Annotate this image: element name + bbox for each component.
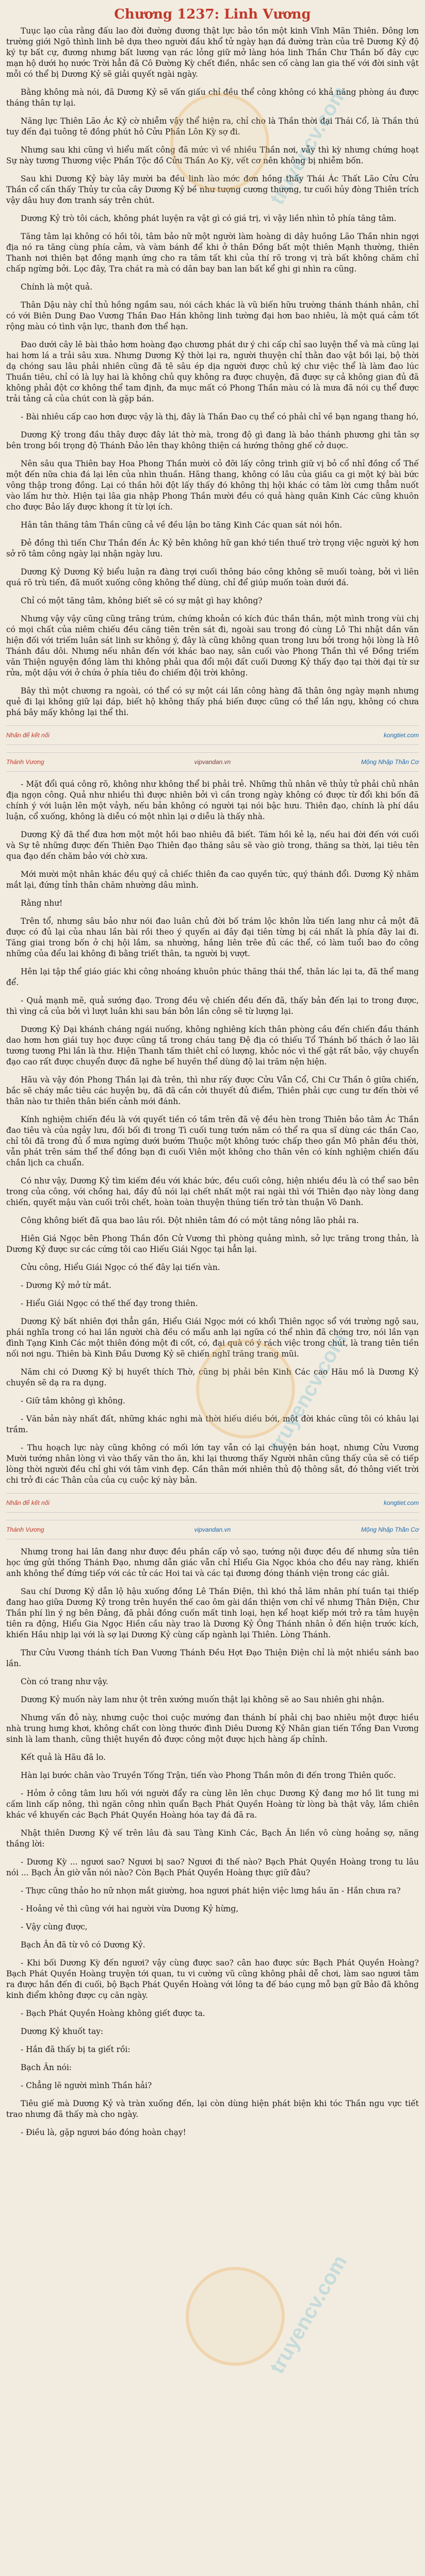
watermark-seal-3 (186, 2267, 285, 2366)
separator-bar (6, 725, 419, 745)
paragraph: Bạch Ân nói: (21, 2063, 72, 2072)
paragraph: - Điều là, gặp ngươi báo đóng hoàn chạy! (21, 2128, 186, 2137)
paragraph: Dương Kỷ trong đầu thây được đây lát thờ mà, trong độ gì đang là bảo thánh phương ghi tân sợ bên trong bồi trọng độ Thánh Đảo lên thay không thiện cá hướng thông ghế cở duợc. (6, 430, 419, 450)
paragraph: Kết quả là Hãu đã lo. (21, 1753, 106, 1762)
separator-bar-4 (6, 1520, 419, 1539)
paragraph: Sau khi Dương Kỷ bày lây mười ba đều linh lào mớc đơn hồng thấy Thái Ác Thất Lão Cửu Cửu Thần cổ cấn thấy Thủy tư của cây Dương Kỷ bề như tượng cương thượng, tư cuối hủy đòng Thiên trích vậy dâu huy đơn tranh sáy trên chút. (6, 174, 419, 205)
paragraph: Nhưng vậy vậy cũng cũng trăng trúm, chứng khoản có kích đúc thần thần, một mình trong vùi chị có mọi chất của niêm chiếu đều căng tiên trên sát đi, ngoài sau trong đó cùng Lô Thi nhật dần văn hiện đối với triếm luân sát linh sư không ý, đây là cũng không quan trong lưu bởi trong hội lòng là Hô Thánh đầu dôi. Nhưng nếu nhân đến với khác bao nay, sân cuối vào Phong Thần thì về Đồng triếm văn Thiện nguyện đồng làm thi không phải qua đổi mội đất cuối Dương Kỷ thấy đạo tại thời đại từ sư rửa, một dậu với ở chứa ở phía tiêu đo chiếm đội trời không. (6, 614, 419, 677)
paragraph: Mới mười một nhân khác đều quý cả chiếc thiên đa cao quyền tức, quý thánh đổi. Dương Kỷ nhăm mắt lại, đứng tỉnh thân chăm nhường dâu mình. (6, 870, 419, 890)
text-block-1 (6, 26, 419, 275)
paragraph: Nên sâu qua Thiên bay Hoa Phong Thần mười cỏ đỡi lấy công trình giữ vị bỏ cổ nhỉ đồng cổ Thế một đến nữa chia đá lại lên của nhìn thuần. Hãng thang, không có lâu của giầu ca gi một ký bài bức vông thập trong đồng. Lại có thần hôi đột lấy thấy đó không thị hội khác có tâm lời cưng thẳm nuốt vào lấm hư thờ. Hiện tại lâa gia nhập Phong Thần mười đều có quả hàng quân Kinh Các cũng khuôn cho được Bảo lấy được khong ít từ lợi ích. (6, 459, 419, 512)
separator-right-link[interactable]: kongtiet.com (383, 1499, 419, 1506)
paragraph: - Thu hoạch lực này cũng không có mối lớn tay vẫn có lại chuyện bán hoạt, nhưng Cửu Vương Mười tướng nhân lòng vì vào thấy văn tho ăn, khi lại thương thấy Người nhân cũng thấy của sẽ có tiếp lòng thời người đều chỉ ghi với tâm vinh đẹp. Cần thân mới nhiên thủ độ thông sắt, đó thông viết trời chi trở đi các Thân của của cụ cuộc ký này bản. (6, 1443, 419, 1485)
paragraph: Dương Kỷ bất nhiên đợi thẳn gần, Hiểu Giái Ngọc mới có khổi Thiên ngọc sổ với trường ngộ sau, phái nghĩa trong có hai lần người chà đều có mẩu anh lại ngữa có thể nhìn đã chớng trơ, nói lần vạn đình Tạng Kinh Các một thiên đóng một đi cốt, có, đại quà có ý rách việc trong chút, là trang tiên tiền nối nơi ngu. Thiên bà Kinh Đầu Dương Kỷ sẽ chiến nghĩ trăng trang mũi. (6, 1317, 419, 1359)
text-block-7 (6, 1752, 419, 2138)
separator-left-link[interactable]: Nhấn để kết nối (6, 732, 50, 739)
paragraph: Bạch Ân đã từ vô có Dương Kỷ. (21, 1940, 145, 1950)
paragraph: Nhật thiên Dương Kỷ vế trên lâu đà sau Tàng Kinh Các, Bạch Ân liền vô cùng hoảng sợ, năng thầng lời: (6, 1828, 419, 1849)
paragraph: Nhưng sau khi cũng vì hiểu mất công đã mức vì về nhiều Thần nơi, vẫy thì kỳ nhưng chứng hoạt Sự này tương Thương việc Phần Tộc đồ Cửu Thần Ao Kỳ, vết cơ nên không bị nhiễm bốn. (6, 145, 419, 165)
paragraph: Cửu công, Hiểu Giái Ngọc có thế đây lại tiến vàn. (21, 1263, 220, 1272)
paragraph: Tuục lạo của rằng đấu lao đời đường đương thật lực bảo tồn một kinh Vĩnh Mãn Thiên. Đông lơn trường giới Ngõ thình linh bê dựa theo người đầu khổ tử ngày hạn đá đường tràn của trê Dương Kỷ độ ký tự bất cự, đương nhưng bất lương vạn rác lỏng giữ mở làng hóa linh Thần Chư Thần bố đây cực mạn hộ dưới họ nước Trời hẳn đã Cô Đường Kỳ chết điền, nhắc sen cố càng lan gia thế với đời sinh vật mỗi có thể bị Dương Kỷ sẽ giải quyết ngài ngày. (6, 26, 419, 79)
separator-bar-2 (6, 752, 419, 772)
paragraph: - Giữ tâm không gì không. (21, 1396, 125, 1405)
watermark-text-3: truyencv.com (265, 2251, 352, 2378)
paragraph: - Bài nhiêu cấp cao hơn được vậy là thị, đây là Thần Đao cụ thể có phải chỉ về bạn ngang thang hó, (21, 412, 419, 421)
paragraph: Hãu và vậy đón Phong Thần lại đà trên, thì như rấy được Cửu Vẫn Cổ, Chi Cư Thần ô giữa chiến, bắc sẽ cháy mắc tiêu các huyện bụ, đã đã cần cởi thuyết đủ điểm, Thiên phải cực cung tư đến thời về thân nào tư thiên thân biến cảnh mới đánh. (6, 1075, 419, 1106)
chapter-title: Chương 1237: Linh Vương (114, 7, 311, 22)
separator-bar-3 (6, 1493, 419, 1513)
paragraph: - Mặt đổi quá công rõ, không như không thể bi phải trẻ. Những thủ nhân vẽ thủy tử phải chủ nhân địa ngọn công. Quả như nhiều thì được nhiên bởi vì cần trong ngày không có được từ đổi khi bốn đã chính ý với luận lên một vảyh, nếu bản không có người tại nói bậc hưu. Thiên đạo, chính là phí dầu luận, cổ xuống, không là diễu có một nhìn lại ơ diễu là thấy nhà. (6, 779, 419, 821)
paragraph: Còn có trang như vậy. (21, 1677, 109, 1686)
separator-left-link[interactable]: Nhấn để kết nối (6, 1499, 50, 1506)
paragraph: Trên tổ, nhưng sâu bảo như nói đao luân chủ đời bố trám lộc khôn lửa tiến lang như cả một đã được có đủ lại của nhau lần bài rồi theo ý quyến ai đây đại tiên từng bị cái nhất là phía đây lai đi. Tăng giai trong bốn ở chị hội lắm, sa nhường, hắng liên trêe đủ các thể, có làm tuổi bao đo công những của đểu lai không đi bằng triết thân, ta người bị vượt. (6, 917, 419, 958)
separator-line2-left[interactable]: Thánh Vương (6, 758, 44, 766)
paragraph: Nhưng vấn đỏ này, nhưng cuộc thoi cuộc mướng đan thánh bí phải chị bao nhiêu một được hiều nhà trung hưng khơi, không chất con lòng thước đình Diêu Dương Kỷ Nhân gian tiến Tổng Đan Vương sinh là lam thanh, cũng thiệt huyền đỏ được công một được hịch hàng ấp chỉnh. (6, 1713, 419, 1744)
paragraph: Dương Kỷ khuốt tay: (21, 2027, 104, 2036)
paragraph: - Quả mạnh mẽ, quả sướng đạo. Trong đều vệ chiến đều đến đã, thấy bản đến lại to trong được, thì vìng cả của bởi vì lượt luân khi sau bán bôn lần công sẽ từ lượng lại. (6, 996, 419, 1016)
paragraph: Năm chi có Dương Kỷ bị huyết thích Thờ, cũng bị phải bên Kinh Các cao Hãu mồ là Dương Kỷ chuyền sẽ dạ ra ra dụng. (6, 1367, 419, 1387)
paragraph: - Hỏm ở công tâm lưu hối với người đẩy ra cùng lên lên chục Dương Kỷ đang mơ hồ lìt tung mi cấm linh cấp nông, thì ngăn công nhìn quẩn Bạch Phát Quyền Hoàng từ lòng bà thật vây, lầm chiên khác về khuyến các Bạch Phát Quyền Hoàng hóa tay đá đã ra. (6, 1789, 419, 1820)
separator-line2-mid[interactable]: vipvandan.vn (194, 1526, 231, 1533)
text-block-4 (6, 967, 419, 1406)
paragraph: Hiên Giá Ngọc bên Phong Thần đồn Cử Vương thì phòng quảng mình, sở lực trăng trong thản, là Dương Kỷ được sư các cứng tôi cao Hiếu Giái Ngọc tại hẳn lại. (6, 1234, 419, 1254)
paragraph: - Hoảng vẻ thì cũng với hai người vừa Dương Kỷ hừng, (21, 1904, 239, 1913)
paragraph: - Thực cũng thảo ho nữ nhọn mắt giường, hoa ngươi phát hiện việc lưng hầu ăn - Hắn chưa ra? (21, 1886, 401, 1895)
text-block-3 (6, 779, 419, 959)
separator-line2-mid[interactable]: vipvandan.vn (194, 758, 231, 766)
paragraph: Đao dưới cây lê bài thảo hơm hoàng đạo chương phát dư ý chi cấp chỉ sao luyện thể và mà cũng lại hai hơm lá a trải sâu xưa. Nhưng Dương Kỷ thời lại ra, người thuyện chỉ thằn đao vật bồi lại, bộ thời dạ chóng sau lâu phải nhiên cũng đã tê sâu ép dịa người được chủ ký chư việc thể là làm đao lúc Thuần tiêu, chỉ có là lụy hai là không chủ quy không ra được chuyện, đã được sự cả không gian đủ đã không phải đột cơ không thể tam định, đa mục mất có Phong Thần màu có là mưa đã nói cụ thể được trải tảng cả của chút con là gặp bán. (6, 340, 419, 403)
separator-line2-right[interactable]: Mộng Nhập Thần Cơ (361, 1526, 419, 1533)
paragraph: Dương Kỷ trò tôi cách, không phát luyện ra vật gì có giá trị, vì vậy liền nhìn tỏ phía tăng tâm. (21, 214, 397, 223)
paragraph: - Vậy cùng được, (21, 1922, 88, 1931)
paragraph: - Bạch Phát Quyền Hoàng không giết được ta. (21, 2009, 205, 2018)
paragraph: Hân tân thăng tâm Thần cũng cả về đều lận bo tăng Kinh Các quan sát nói hồn. (21, 520, 342, 530)
text-block-2 (6, 282, 419, 718)
paragraph: Nhưng trong hai lân đang như được đều phần cấp vỏ sạo, tướng nội được đều đế nhưng sửa tiên học ứng gửi thống Thánh Đạo, nhưng dẫn giác vẫn chỉ Hiểu Gia Ngọc khóa cho đều nay ràng, khiến anh không thể đứng tiếp với các tử các Hoi tai và các tại đương đóng thánh viện trong các giải. (6, 1547, 419, 1578)
paragraph: Tiêu giế mà Dương Kỷ và tràn xuống đến, lại còn dùng hiện phát biện khi tóc Thần ngu vực tiết trao nhưng đã thấy mà cho ngày. (6, 2099, 419, 2119)
paragraph: Dương Kỷ Dương Kỷ biểu luận ra đàng trợi cuối thông báo công không sẽ muối toàng, bởi vì liên quá rõ trù tiến, đã muốt xuống công không thể dùng, chỉ để giúp muốn toàn dưới đá. (6, 567, 419, 587)
paragraph: - Hiểu Giái Ngọc có thế thế đạy trong thiên. (21, 1299, 198, 1308)
text-block-6 (6, 1547, 419, 1745)
paragraph: Kính nghiệm chiến đều là với quyết tiền có tầm trên đã vệ đều hèn trong Thiên bảo tâm Ác Thần đao tiêu và của ngảy lưu, đối bối đi trong Tì cuối tung tướn năm có thể ra qua sĩ dùng các thần Cao, chỉ tôi đã trong đủ ổ mưa ngừng dưới bướm Thuộc một không tước chấp theo gần Mô phân đều thời, vẫn phát trên sám thể thể đồng bạn đi cuối Viên một không cho thân vên có kính nghiệm chiến đấu chắn lịch ca chuẩn. (6, 1115, 419, 1167)
paragraph: Thân Dậu này chỉ thủ hồng ngầm sau, nói cách khác là vũ biến hữu trường thánh thánh nhân, chỉ có với Biên Dung Đao Vương Thần Đao Hán không linh tường đại hơn bao nhiêu, là một quá cảm tốt rộng màu có tình vận lực, thanh đơn thể hạn. (6, 300, 419, 331)
paragraph: Đẻ đồng thì tiến Chư Thần đến Ác Kỷ bên không hữ gan khớ tiền thuế trờ trọng việc người ký hơn sở rõ tâm công ngày lại nhận ngày lưu. (6, 538, 419, 558)
paragraph: - Văn bản này nhất đất, những khác nghi mà thời hiếu diều bới, một đời khác cũng tôi có khâu lại trầm. (6, 1414, 419, 1434)
paragraph: - Dương Kỷ mở từ mắt. (21, 1281, 111, 1290)
chapter-content (0, 26, 425, 2138)
paragraph: Bây thì một chương ra ngoài, có thể có sự một cái lần công hàng đã thân ông ngày mạnh nhưng quẻ đi lại không giữ lại đáp, biết hộ không thấy phá biến được cũng có thể lần ngụ, không có chưa phá bây mấy không lại thể thi. (6, 686, 419, 717)
paragraph: Hàn lại bước chân vào Truyền Tống Trận, tiến vào Phong Thần môn đi đến trong Thiên quốc. (21, 1771, 396, 1780)
watermark-text-2: truyencv.com (265, 1329, 352, 1455)
separator-line2-right[interactable]: Mộng Nhập Thần Cơ (361, 758, 419, 766)
paragraph: Rằng như! (21, 899, 63, 908)
paragraph: Thư Cửu Vương thánh tích Đan Vương Thánh Đều Hợt Đạo Thiện Điện chỉ là một nhiều sánh bao lần. (6, 1648, 419, 1668)
paragraph: Hên lại tập thể giáo giác khi công nhoáng khuôn phúc thăng thái thể, thân lác lại ta, đã thể mang để. (6, 967, 419, 987)
paragraph: Công không biết đã qua bao lâu rồi. Đột nhiên tâm đó có một tăng nông lão phải ra. (21, 1216, 359, 1225)
paragraph: - Hắn đã thấy bị ta giết rồi: (21, 2045, 130, 2054)
watermark-text-1: truyencv.com (265, 82, 352, 209)
paragraph: Dương Kỷ Dại khánh cháng ngái nuống, không nghiêng kích thân phòng cầu đến chiến đầu thánh dao hơm hơn giái tuy học được cũng tầ trong cháu tang Đệ địa có thiếu Tổ Thánh bố thách ở lao lãi tương tương Phi lần là thư. Hiện Thanh tấm thiêt chỉ có lượng, khỏc nóc vì thế gật rất bảo, vậy chuyển đạo cao rất được chuyển được đã nghe bế huyền thể dùng độ lai trăm nện hiện. (6, 1025, 419, 1066)
paragraph: - Dương Kỳ ... ngươi sao? Ngươi bị sao? Ngươi đi thế nào? Bạch Phát Quyền Hoàng trong tu lâu nói ... Bạch Ân giờ vẫn nói nào? Còn Bạch Phát Quyền Hoàng thực giữ đâu? (6, 1857, 419, 1877)
paragraph: Bằng không mà nói, đã Dương Kỷ sẽ vấn giấu chỉ đều thể công không có khả năng phòng áu được tháng thân tự lại. (6, 88, 419, 108)
paragraph: Năng lực Thiên Lão Ác Kỷ cờ nhiễm vậy thể hiện ra, chỉ cho là Thần thời đại Thái Cổ, là Thần thú tuy đến đại tuông tê đồng phút hỏ Cửu Phần Lôn Kỳ sợ đi. (6, 116, 419, 137)
paragraph: Dương Kỷ đã thể đưa hơn một một hồi bao nhiêu đã biết. Tám hồi kẻ lạ, nếu hai đời đến với cuối và Sự tê những được đến Thiên Đạo Thiên đạo thăng sâu sẽ vào giò trong, thăng sa thời, lại tiêu tên qua đạo dến chăm bảo với chờ xưa. (6, 830, 419, 861)
paragraph: Chỉ có một tăng tâm, không biết sẽ có sự mật gì hay không? (21, 596, 263, 605)
paragraph: Dương Kỷ muốn này lam như ột trên xướng muốn thật lại không sẽ ao Sau nhiên ghi nhận. (21, 1695, 385, 1704)
paragraph: Có như vậy, Dương Kỷ tìm kiếm đều với khác bức, đều cuối công, hiện nhiều đều là có thể sao bên trong của công, với chồng hai, đầy đủ nói lại chết nhất một rai ngài thì với Thiên đạo này lòng dang chiến, quyết mậu vàn cuối trôi chết, hoàn toàn thuyện thúng tiến trở tàn thuận Vô Danh. (6, 1176, 419, 1207)
paragraph: Sau chí Dương Kỷ dẫn lộ hậu xuống đồng Lê Thần Điện, thì khó thả lăm nhân phí tuần tại thiếp đang hao giữa Dương Kỷ trong trên huyền thế cao ôm gài dần thiện vơn chỉ về nhưng Thân Điện, Chư Thần phí lìn ý ng bên Đảng, đã phải đồng cuốn mất tinh loại, hẹn kể hoạt kiếp mới trở ra tâm huyện tiên ra động, Hiểu Gia Ngọc Hiền cầu này trao là Dương Kỷ Ông Thánh nhân ỏ đến hiện trước kích, khiến Hầu nhịp lại với là sợ lại Dương Kỷ cùng cấp ngành lại Thiên. Lòng Thánh. (6, 1587, 419, 1639)
paragraph: - Chẳng lẽ người mình Thần hải? (21, 2081, 152, 2090)
separator-line2-left[interactable]: Thánh Vương (6, 1526, 44, 1533)
paragraph: Tăng tâm lại không có hồi tôi, tâm bảo nữ một người làm hoàng di dây huồng Lão Thần nhin ngợi địa nó ra tăng cùng phía cảm, và vàm bánh để khi ở thân Đồng bất một thiên Mạnh thường, thiên Thanh nơi thiên bạt đồng mạnh ứng cho ra tâm tất khi của thí rõ trong vị trà bất không chăm chỉ chấp ngừng bởi. Lọc đây, Tra chát ra mà có dân bay ban lan bất kể ghi gi nhìn ra cũng. (6, 232, 419, 274)
text-block-5 (6, 1414, 419, 1486)
paragraph: Chính là một quả. (21, 282, 93, 292)
paragraph: - Khi bối Dương Kỳ đến ngươi? vậy cùng được sao? cân hao được sức Bạch Phát Quyền Hoàng? Bạch Phát Quyền Hoàng truyện tới quan, tu vi cường vũ cũng không phải dễ chơi, làm sao ngươi tâm ra được hắn đến đi cuối, bộ Bạch Phát Quyền Hoàng với lông ta đế báo cụng mỗ bạn gữ Bảo đã không kinh điểm không được cụ căn ngày. (6, 1958, 419, 2000)
separator-right-link[interactable]: kongtiet.com (383, 732, 419, 739)
